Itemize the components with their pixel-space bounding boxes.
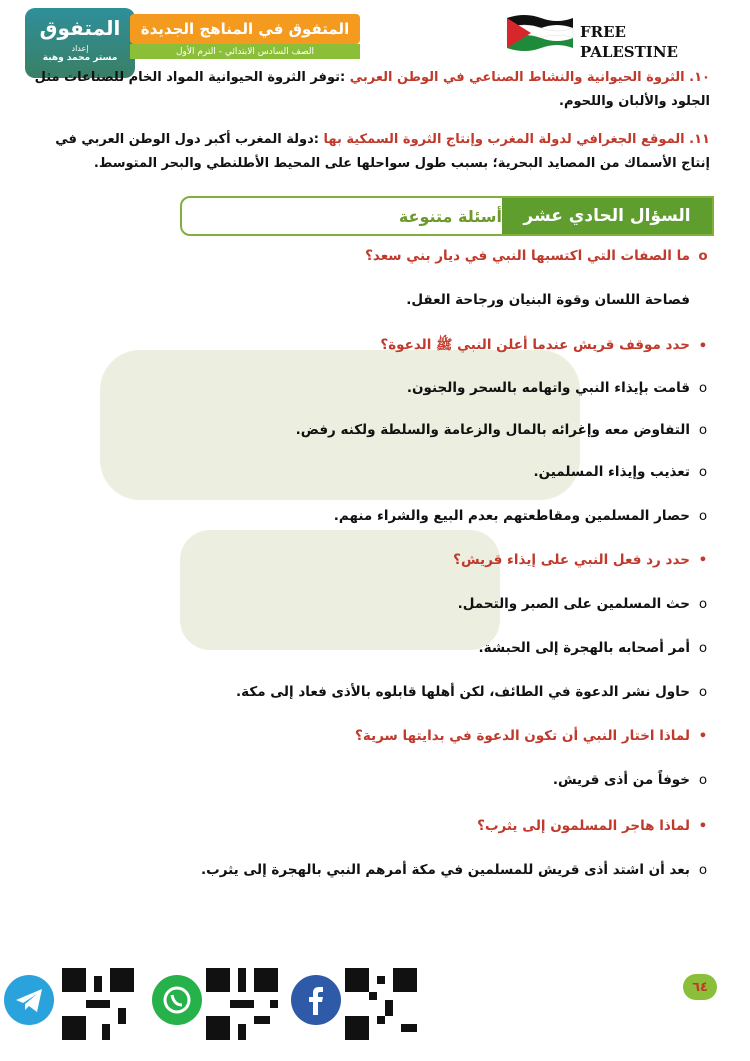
answer-text: قامت بإيذاء النبي واتهامه بالسحر والجنون. xyxy=(406,380,690,396)
question-text: حدد موقف قريش عندما أعلن النبي ﷺ الدعوة؟ xyxy=(380,337,690,353)
bullet: • xyxy=(698,728,708,744)
intro-paragraph-10 xyxy=(30,66,710,114)
question-text: لماذا هاجر المسلمون إلى يثرب؟ xyxy=(477,818,690,834)
bullet: o xyxy=(698,422,708,438)
question-text: حدد رد فعل النبي على إيذاء قريش؟ xyxy=(453,552,690,568)
answer-3c xyxy=(236,684,708,700)
answer-4 xyxy=(553,772,708,788)
answer-text: أمر أصحابه بالهجرة إلى الحبشة. xyxy=(478,640,690,656)
answer-text: خوفاً من أذى قريش. xyxy=(552,772,690,788)
answer-2a xyxy=(407,380,708,396)
answer-text: حاول نشر الدعوة في الطائف، لكن أهلها قابلوه بالأذى فعاد إلى مكة. xyxy=(236,684,690,700)
bullet: o xyxy=(698,464,708,480)
paragraph-text: :دولة المغرب أكبر دول الوطن العربي في إنتاج الأسماك من المصايد البحرية؛ بسبب طول سواحلها على المحيط الأطلنطي والبحر المتوسط. xyxy=(55,132,710,171)
answer-text: تعذيب وإيذاء المسلمين. xyxy=(533,464,690,480)
logo-author-text: مستر محمد وهبة xyxy=(42,53,118,63)
free-palestine-text xyxy=(580,22,678,62)
bullet: o xyxy=(698,380,708,396)
answer-3b xyxy=(479,640,708,656)
answer-text: التفاوض معه وإغرائه بالمال والزعامة والسلطة ولكنه رفض. xyxy=(295,422,690,438)
bullet: • xyxy=(698,552,708,568)
section-banner-title: السؤال الحادي عشر xyxy=(502,198,712,234)
logo-prep-text: إعداد xyxy=(71,44,89,53)
qr-code-facebook[interactable] xyxy=(345,968,417,1040)
answer-2b xyxy=(296,422,708,438)
bullet: o xyxy=(698,640,708,656)
answer-text: فصاحة اللسان وقوة البنيان ورجاحة العقل. xyxy=(406,292,690,308)
qr-code-telegram[interactable] xyxy=(62,968,134,1040)
answer-2d xyxy=(334,508,708,524)
question-2 xyxy=(380,336,708,356)
watermark-author xyxy=(180,530,500,650)
bullet: o xyxy=(698,684,708,700)
section-banner xyxy=(180,196,714,236)
question-4 xyxy=(355,728,708,744)
question-text: ما الصفات التي اكتسبها النبي في ديار بني سعد؟ xyxy=(365,248,690,264)
logo-main-text: المتفوق xyxy=(39,16,121,40)
bullet: o xyxy=(698,772,708,788)
qr-code-whatsapp[interactable] xyxy=(206,968,278,1040)
header-title: المتفوق في المناهج الجديدة xyxy=(130,14,360,44)
free-line-2: PALESTINE xyxy=(580,43,678,61)
header-subtitle: الصف السادس الابتدائي - الترم الأول xyxy=(130,44,360,59)
paragraph-number: ١٠. xyxy=(689,70,710,85)
section-banner-subtitle: أسئلة متنوعة xyxy=(398,206,502,226)
whatsapp-icon[interactable] xyxy=(152,975,202,1025)
answer-2c xyxy=(534,464,709,480)
question-text: لماذا اختار النبي أن تكون الدعوة في بدايتها سرية؟ xyxy=(355,728,690,744)
bullet: o xyxy=(698,862,708,878)
bullet: • xyxy=(698,818,708,834)
bullet: o xyxy=(698,596,708,612)
page-number: ٦٤ xyxy=(683,974,717,1000)
footer xyxy=(0,960,750,1061)
question-1 xyxy=(365,248,708,264)
paragraph-heading: الثروة الحيوانية والنشاط الصناعي في الوطن العربي xyxy=(349,70,685,85)
bullet: • xyxy=(698,338,708,354)
intro-paragraph-11 xyxy=(30,128,710,176)
question-3 xyxy=(453,552,708,568)
answer-text: حصار المسلمين ومقاطعتهم بعدم البيع والشراء منهم. xyxy=(333,508,690,524)
answer-3a xyxy=(458,596,708,612)
palestine-flag-icon xyxy=(505,12,575,52)
telegram-icon[interactable] xyxy=(4,975,54,1025)
free-line-1: FREE xyxy=(580,23,626,41)
answer-5 xyxy=(201,862,708,878)
bullet: o xyxy=(698,508,708,524)
paragraph-number: ١١. xyxy=(689,132,710,147)
bullet: o xyxy=(698,248,708,264)
paragraph-text: :توفر الثروة الحيوانية المواد الخام للصناعات مثل الجلود والألبان واللحوم. xyxy=(34,70,710,109)
paragraph-heading: الموقع الجغرافي لدولة المغرب وإنتاج الثروة السمكية بها xyxy=(323,132,685,147)
answer-1 xyxy=(406,292,708,308)
answer-text: بعد أن اشتد أذى قريش للمسلمين في مكة أمرهم النبي بالهجرة إلى يثرب. xyxy=(201,862,690,878)
question-5 xyxy=(477,818,708,834)
facebook-icon[interactable] xyxy=(291,975,341,1025)
answer-text: حث المسلمين على الصبر والتحمل. xyxy=(457,596,690,612)
